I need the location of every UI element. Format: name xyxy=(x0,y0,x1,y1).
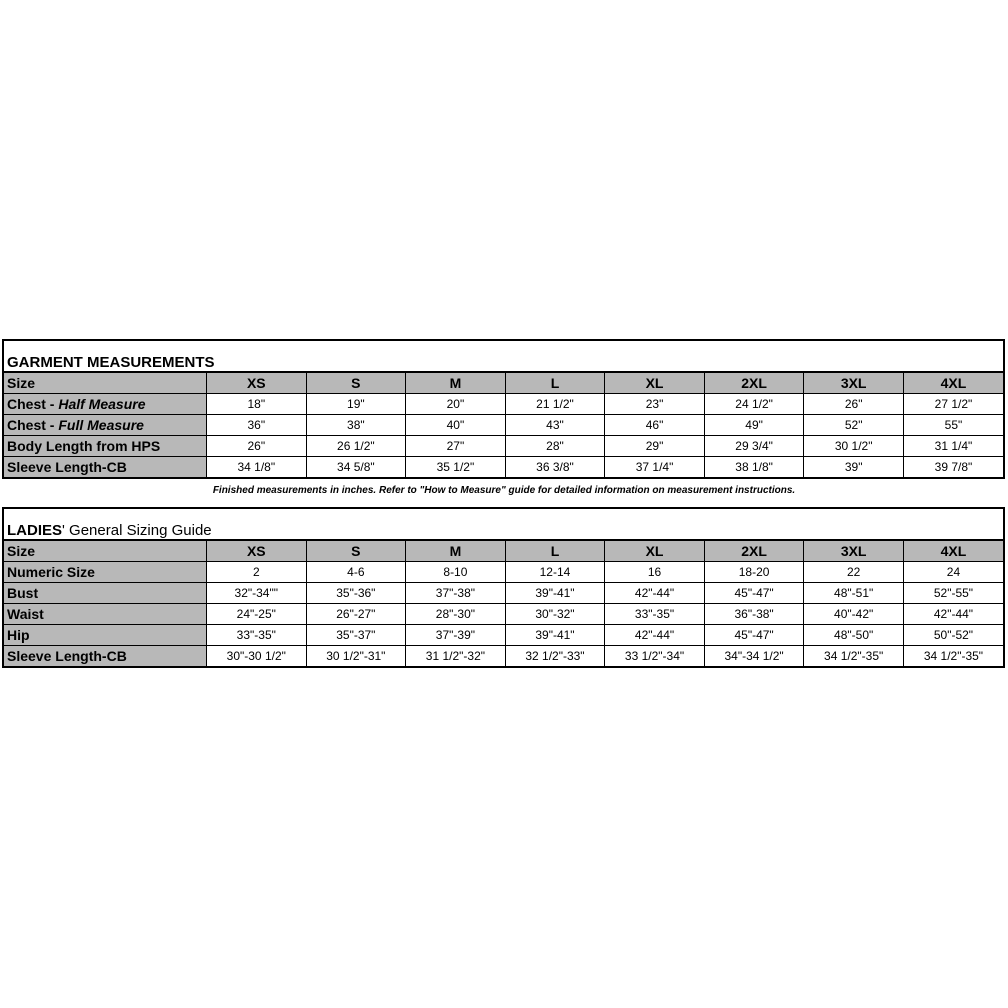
table-cell: 34"-34 1/2" xyxy=(704,646,804,667)
table-row xyxy=(4,583,1003,604)
table-cell: 33 1/2"-34" xyxy=(605,646,705,667)
table-cell: 39"-41" xyxy=(505,625,605,646)
row-label-chest-full xyxy=(4,415,207,436)
table-cell: 33"-35" xyxy=(605,604,705,625)
table-cell: 50"-52" xyxy=(903,625,1003,646)
row-label-main: Chest - xyxy=(7,396,59,412)
size-label: Size xyxy=(4,541,207,562)
table-cell: 30"-32" xyxy=(505,604,605,625)
table-cell: 40"-42" xyxy=(804,604,904,625)
table-cell: 4-6 xyxy=(306,562,406,583)
row-label-numeric-size: Numeric Size xyxy=(4,562,207,583)
table-cell: 42"-44" xyxy=(605,625,705,646)
row-label-bust: Bust xyxy=(4,583,207,604)
table-cell: 35 1/2" xyxy=(406,457,506,478)
table-cell: 33"-35" xyxy=(207,625,307,646)
table-cell: 23" xyxy=(605,394,705,415)
table-cell: 34 1/2"-35" xyxy=(903,646,1003,667)
size-header: 2XL xyxy=(704,373,804,394)
row-label-main: Body Length from HPS xyxy=(7,438,161,454)
table-cell: 38" xyxy=(306,415,406,436)
table-cell: 32"-34"" xyxy=(207,583,307,604)
size-header: 4XL xyxy=(903,373,1003,394)
table-cell: 24 xyxy=(903,562,1003,583)
table-row xyxy=(4,457,1003,478)
table-cell: 37"-38" xyxy=(406,583,506,604)
table-cell: 42"-44" xyxy=(903,604,1003,625)
table-cell: 34 1/8" xyxy=(207,457,307,478)
table-cell: 55" xyxy=(903,415,1003,436)
table-cell: 12-14 xyxy=(505,562,605,583)
table-cell: 26"-27" xyxy=(306,604,406,625)
size-header: S xyxy=(306,541,406,562)
table-cell: 36" xyxy=(207,415,307,436)
row-label-emphasis: Half Measure xyxy=(58,396,146,412)
table-cell: 28"-30" xyxy=(406,604,506,625)
table-cell: 36"-38" xyxy=(704,604,804,625)
table-cell: 31 1/2"-32" xyxy=(406,646,506,667)
table-cell: 20" xyxy=(406,394,506,415)
row-label-body-length xyxy=(4,436,207,457)
table-cell: 43" xyxy=(505,415,605,436)
table-cell: 2 xyxy=(207,562,307,583)
size-header: 2XL xyxy=(704,541,804,562)
size-header: L xyxy=(505,373,605,394)
table-cell: 34 1/2"-35" xyxy=(804,646,904,667)
table-cell: 22 xyxy=(804,562,904,583)
table-cell: 37"-39" xyxy=(406,625,506,646)
table-cell: 35"-37" xyxy=(306,625,406,646)
ladies-grid xyxy=(4,541,1003,666)
table-cell: 16 xyxy=(605,562,705,583)
table-cell: 28" xyxy=(505,436,605,457)
size-header: L xyxy=(505,541,605,562)
row-label-emphasis: Full Measure xyxy=(58,417,144,433)
table-cell: 52"-55" xyxy=(903,583,1003,604)
table-cell: 31 1/4" xyxy=(903,436,1003,457)
size-header: M xyxy=(406,373,506,394)
row-label-waist: Waist xyxy=(4,604,207,625)
size-header: 3XL xyxy=(804,373,904,394)
table-row xyxy=(4,394,1003,415)
row-label-sleeve-length xyxy=(4,457,207,478)
size-header: XS xyxy=(207,541,307,562)
size-header: XL xyxy=(605,541,705,562)
size-header: 3XL xyxy=(804,541,904,562)
table-cell: 45"-47" xyxy=(704,583,804,604)
table-cell: 29" xyxy=(605,436,705,457)
ladies-title-rest: ' General Sizing Guide xyxy=(62,522,212,539)
row-label-chest-half xyxy=(4,394,207,415)
table-cell: 19" xyxy=(306,394,406,415)
table-cell: 18-20 xyxy=(704,562,804,583)
table-cell: 32 1/2"-33" xyxy=(505,646,605,667)
garment-grid xyxy=(4,373,1003,477)
table-cell: 42"-44" xyxy=(605,583,705,604)
table-row xyxy=(4,373,1003,394)
table-row xyxy=(4,604,1003,625)
table-cell: 26 1/2" xyxy=(306,436,406,457)
ladies-title-bold: LADIES xyxy=(7,522,63,539)
table-cell: 36 3/8" xyxy=(505,457,605,478)
ladies-sizing-guide-table xyxy=(2,507,1005,668)
row-label-main: Sleeve Length-CB xyxy=(7,459,127,475)
table-cell: 39 7/8" xyxy=(903,457,1003,478)
size-header: S xyxy=(306,373,406,394)
table-cell: 52" xyxy=(804,415,904,436)
table-cell: 18" xyxy=(207,394,307,415)
garment-title-text: GARMENT MEASUREMENTS xyxy=(7,354,215,371)
table-cell: 27" xyxy=(406,436,506,457)
table-cell: 45"-47" xyxy=(704,625,804,646)
table-cell: 21 1/2" xyxy=(505,394,605,415)
table-cell: 49" xyxy=(704,415,804,436)
table-cell: 46" xyxy=(605,415,705,436)
table-row xyxy=(4,436,1003,457)
size-header: 4XL xyxy=(903,541,1003,562)
table-cell: 48"-50" xyxy=(804,625,904,646)
row-label-hip: Hip xyxy=(4,625,207,646)
table-cell: 30"-30 1/2" xyxy=(207,646,307,667)
size-label: Size xyxy=(4,373,207,394)
size-header: M xyxy=(406,541,506,562)
table-cell: 30 1/2"-31" xyxy=(306,646,406,667)
table-row xyxy=(4,562,1003,583)
table-cell: 35"-36" xyxy=(306,583,406,604)
table-cell: 38 1/8" xyxy=(704,457,804,478)
table-cell: 29 3/4" xyxy=(704,436,804,457)
table-cell: 40" xyxy=(406,415,506,436)
table-cell: 39" xyxy=(804,457,904,478)
table-row xyxy=(4,646,1003,667)
table-cell: 37 1/4" xyxy=(605,457,705,478)
table-cell: 24 1/2" xyxy=(704,394,804,415)
table-cell: 8-10 xyxy=(406,562,506,583)
table-cell: 34 5/8" xyxy=(306,457,406,478)
ladies-title xyxy=(4,509,1003,541)
table-cell: 48"-51" xyxy=(804,583,904,604)
table-cell: 24"-25" xyxy=(207,604,307,625)
size-header: XS xyxy=(207,373,307,394)
table-row xyxy=(4,625,1003,646)
measurement-footnote: Finished measurements in inches. Refer to "How to Measure" guide for detailed information on measurement instructions. xyxy=(212,485,796,496)
table-cell: 27 1/2" xyxy=(903,394,1003,415)
size-header: XL xyxy=(605,373,705,394)
garment-measurements-table xyxy=(2,339,1005,479)
table-cell: 39"-41" xyxy=(505,583,605,604)
garment-title xyxy=(4,341,1003,373)
row-label-sleeve-length: Sleeve Length-CB xyxy=(4,646,207,667)
table-cell: 26" xyxy=(804,394,904,415)
row-label-main: Chest - xyxy=(7,417,59,433)
table-row xyxy=(4,415,1003,436)
table-row xyxy=(4,541,1003,562)
table-cell: 26" xyxy=(207,436,307,457)
table-cell: 30 1/2" xyxy=(804,436,904,457)
